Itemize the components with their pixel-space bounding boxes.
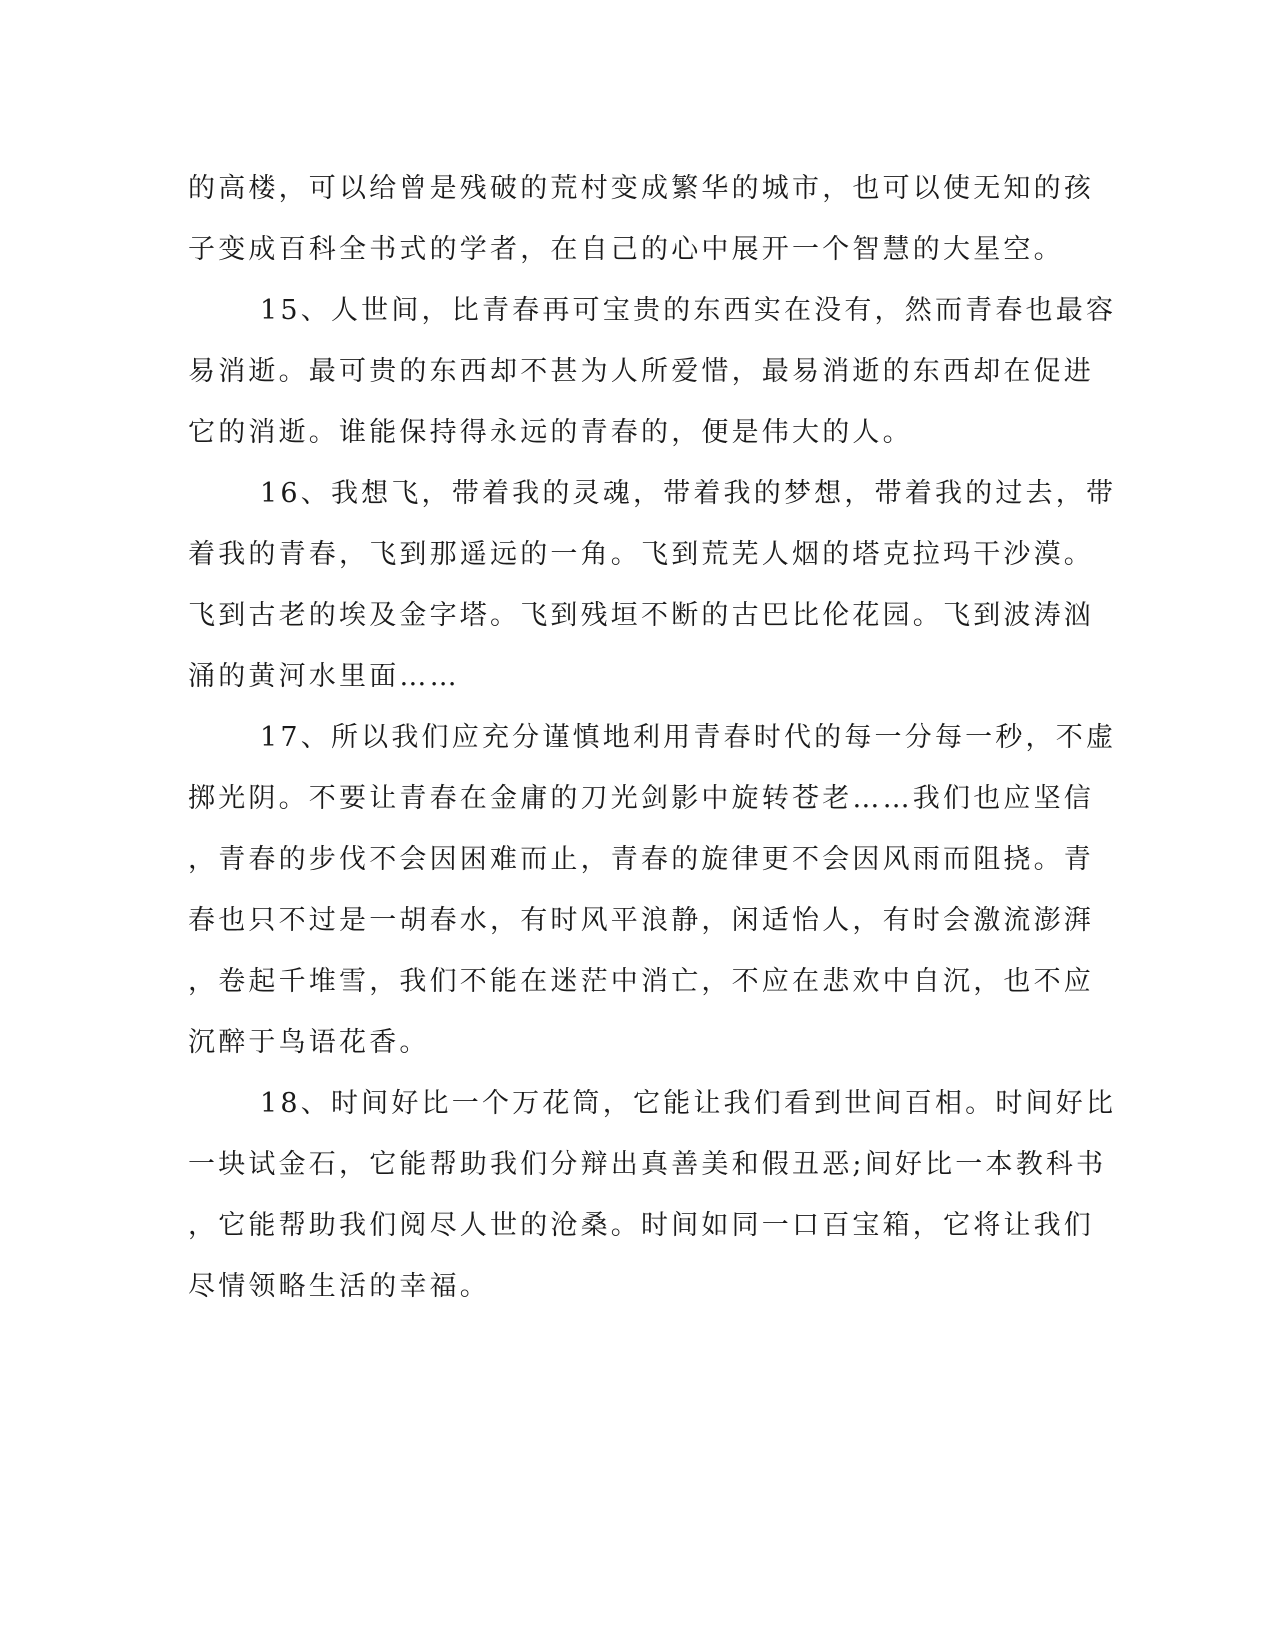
text-line: 飞到古老的埃及金字塔。飞到残垣不断的古巴比伦花园。飞到波涛汹 <box>188 600 1094 631</box>
text-line: 子变成百科全书式的学者，在自己的心中展开一个智慧的大星空。 <box>188 234 1064 265</box>
paragraph-18-start: 18、时间好比一个万花筒，它能让我们看到世间百相。时间好比 <box>260 1088 1117 1119</box>
text-line: 易消逝。最可贵的东西却不甚为人所爱惜，最易消逝的东西却在促进 <box>188 356 1094 387</box>
paragraph-16-start: 16、我想飞，带着我的灵魂，带着我的梦想，带着我的过去，带 <box>260 478 1117 509</box>
text-line: 掷光阴。不要让青春在金庸的刀光剑影中旋转苍老……我们也应坚信 <box>188 783 1094 814</box>
paragraph-15-start: 15、人世间，比青春再可宝贵的东西实在没有，然而青春也最容 <box>260 295 1117 326</box>
text-line: ，它能帮助我们阅尽人世的沧桑。时间如同一口百宝箱，它将让我们 <box>188 1210 1094 1241</box>
text-line: ，卷起千堆雪，我们不能在迷茫中消亡，不应在悲欢中自沉，也不应 <box>188 966 1094 997</box>
text-line: 尽情领略生活的幸福。 <box>188 1271 490 1302</box>
text-line: ，青春的步伐不会因困难而止，青春的旋律更不会因风雨而阻挠。青 <box>188 844 1094 875</box>
text-line: 的高楼，可以给曾是残破的荒村变成繁华的城市，也可以使无知的孩 <box>188 173 1094 204</box>
text-line: 着我的青春，飞到那遥远的一角。飞到荒芜人烟的塔克拉玛干沙漠。 <box>188 539 1094 570</box>
text-line: 春也只不过是一胡春水，有时风平浪静，闲适怡人，有时会激流澎湃 <box>188 905 1094 936</box>
document-body <box>188 158 1117 1317</box>
paragraph-17-start: 17、所以我们应充分谨慎地利用青春时代的每一分每一秒，不虚 <box>260 722 1117 753</box>
text-line: 涌的黄河水里面…… <box>188 661 460 692</box>
text-line: 它的消逝。谁能保持得永远的青春的，便是伟大的人。 <box>188 417 913 448</box>
text-line: 沉醉于鸟语花香。 <box>188 1027 430 1058</box>
text-line: 一块试金石，它能帮助我们分辩出真善美和假丑恶;间好比一本教科书 <box>188 1149 1107 1180</box>
